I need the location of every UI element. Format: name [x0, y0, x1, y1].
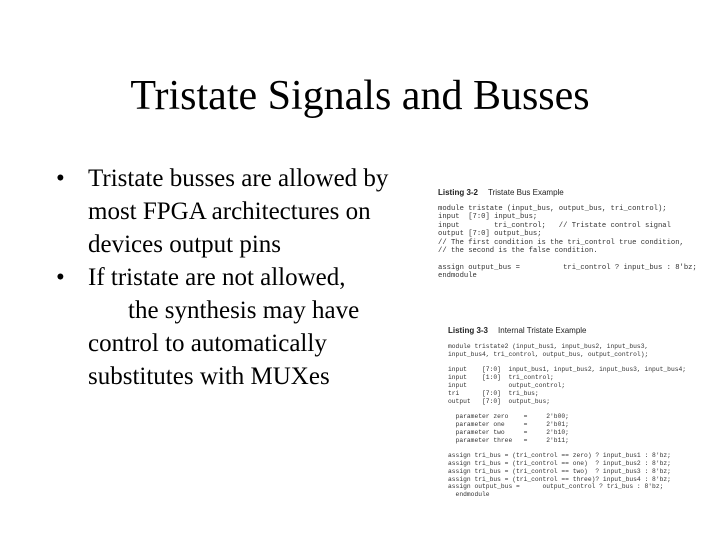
code-line: parameter one = 2'b01;	[448, 420, 569, 428]
code-line: output [7:0] output_bus;	[438, 230, 542, 239]
code-line: output [7:0] output_bus;	[448, 397, 551, 405]
listing-caption	[448, 326, 714, 335]
slide-title: Tristate Signals and Busses	[130, 73, 590, 119]
code-line: input_bus4, tri_control, output_bus, output_control);	[448, 350, 649, 358]
code-line: endmodule	[438, 272, 477, 281]
listing-title: Internal Tristate Example	[498, 326, 587, 335]
code-line: parameter zero = 2'b00;	[448, 413, 569, 421]
code-listing-internal-tristate	[448, 326, 714, 499]
listing-caption	[438, 188, 714, 197]
code-line: assign tri_bus = (tri_control == three)? input_bus4 : 8'bz;	[448, 475, 671, 483]
code-line: module tristate (input_bus, output_bus, tri_control);	[438, 205, 667, 213]
code-line: tri [7:0] tri_bus;	[448, 389, 539, 397]
code-line	[448, 359, 714, 367]
code-line: input output_control;	[448, 381, 566, 389]
code-block	[448, 343, 714, 499]
bullet-item	[56, 162, 436, 261]
code-line: module tristate2 (input_bus1, input_bus2, input_bus3,	[448, 343, 649, 350]
code-line: assign tri_bus = (tri_control == zero) ? input_bus1 : 8'bz;	[448, 452, 671, 460]
code-line: assign output_bus = output_control ? tri_bus : 8'bz;	[448, 483, 664, 491]
code-line	[448, 405, 714, 413]
code-line: // the second is the false condition.	[438, 247, 598, 256]
bullet-line: substitutes with MUXes	[88, 363, 330, 390]
listing-title: Tristate Bus Example	[488, 188, 564, 197]
bullet-line: Tristate busses are allowed by	[88, 165, 389, 192]
code-line: input tri_control; // Tristate control signal	[438, 221, 671, 230]
listing-label: Listing 3-2	[438, 188, 479, 197]
bullet-line: the synthesis may have	[128, 297, 360, 324]
code-line	[448, 444, 714, 452]
code-line: assign tri_bus = (tri_control == two) ? input_bus3 : 8'bz;	[448, 467, 671, 475]
code-listing-tristate-bus	[438, 188, 714, 281]
code-line	[438, 255, 714, 263]
code-line: endmodule	[448, 491, 490, 499]
listing-label: Listing 3-3	[448, 326, 489, 335]
code-line: input [7:0] input_bus;	[438, 213, 538, 222]
code-line: // The first condition is the tri_control true condition,	[438, 238, 684, 247]
bullet-line: devices output pins	[88, 231, 282, 258]
bullet-item	[56, 261, 436, 393]
code-line: input [7:0] input_bus1, input_bus2, input_bus3, input_bus4;	[448, 366, 687, 374]
bullet-line: control to automatically	[88, 330, 327, 357]
bullet-line: If tristate are not allowed,	[88, 264, 346, 291]
bullet-icon: •	[56, 264, 65, 291]
code-line: parameter two = 2'b10;	[448, 428, 569, 436]
code-block	[438, 205, 714, 281]
bullet-list	[56, 162, 436, 393]
bullet-icon: •	[56, 165, 65, 192]
code-line: parameter three = 2'b11;	[448, 436, 569, 444]
code-line: assign tri_bus = (tri_control == one) ? input_bus2 : 8'bz;	[448, 459, 671, 467]
code-line: assign output_bus = tri_control ? input_bus : 8'bz;	[438, 263, 697, 272]
bullet-line: most FPGA architectures on	[88, 198, 371, 225]
code-line: input [1:0] tri_control;	[448, 374, 554, 382]
